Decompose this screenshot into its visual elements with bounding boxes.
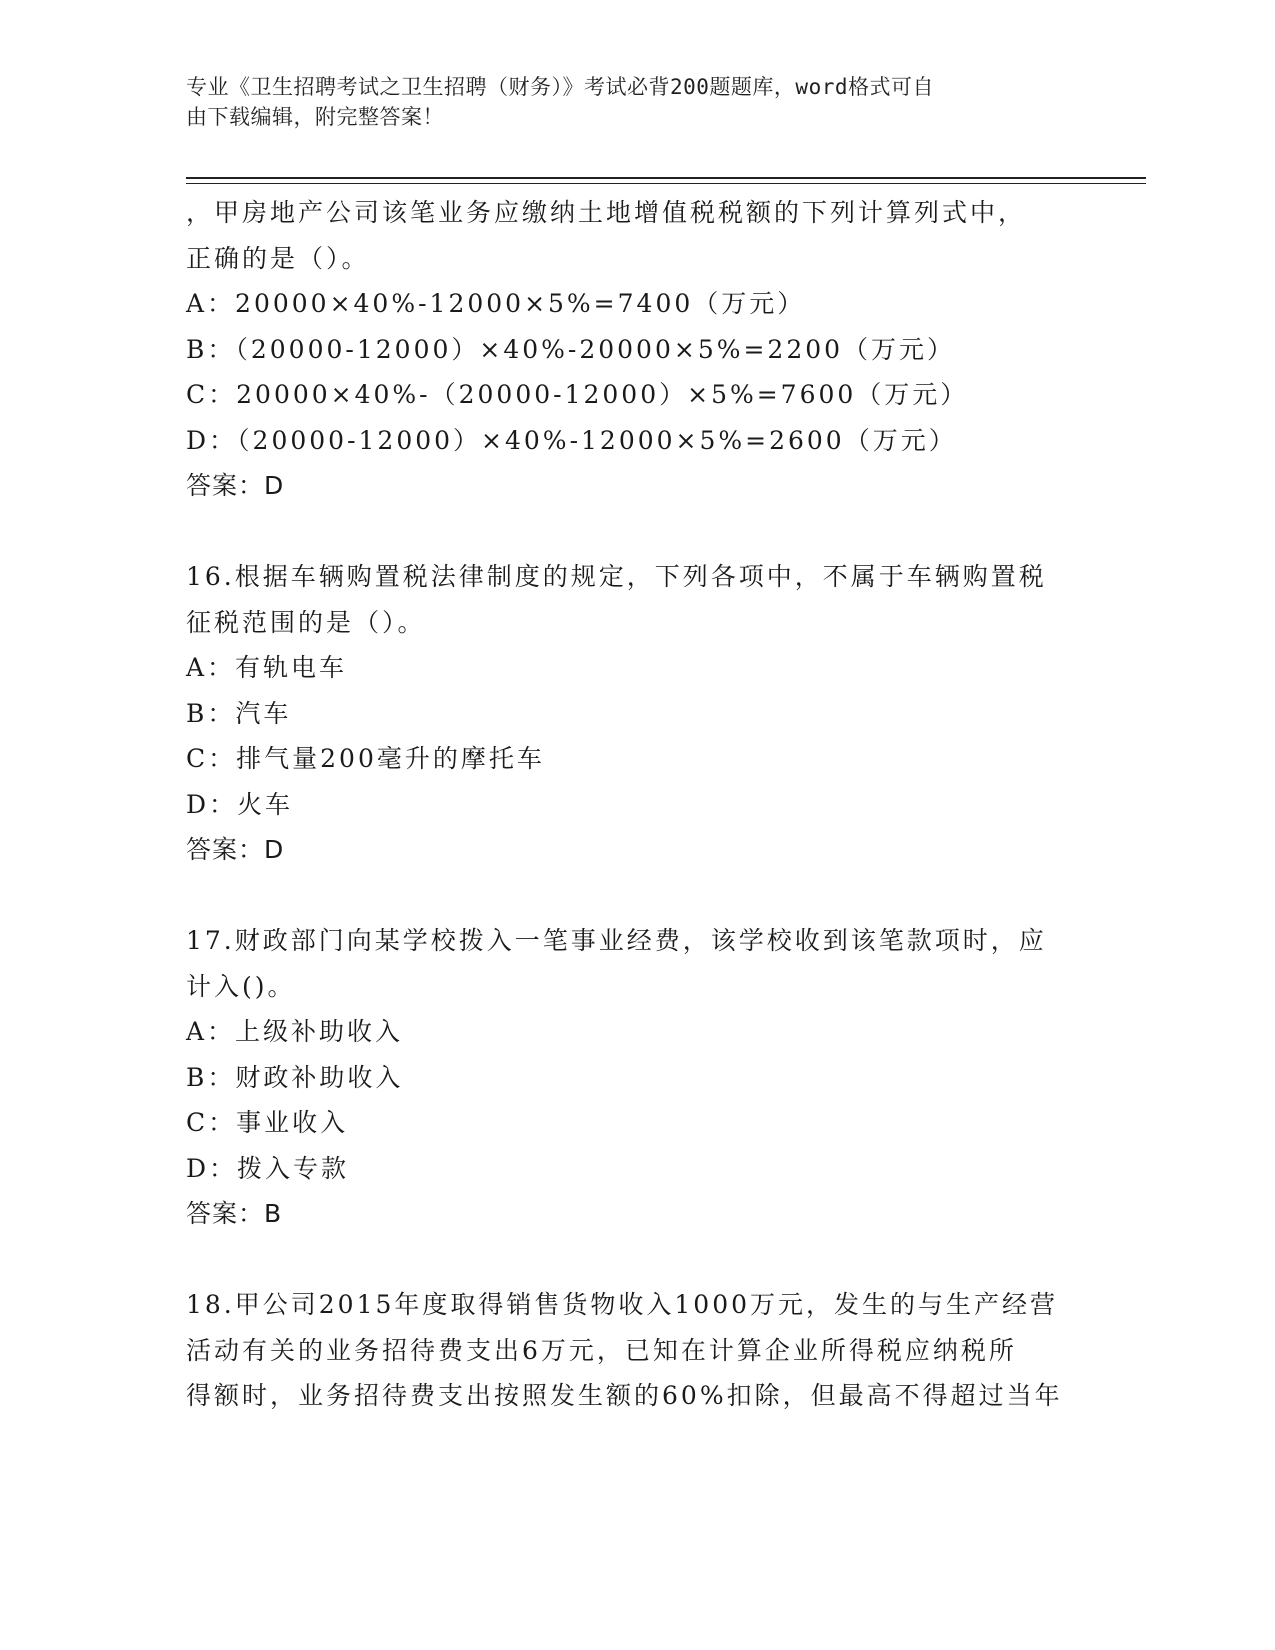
option-b: B：汽车 [186,698,292,728]
answer-line: 答案：D [186,835,285,864]
spacer [186,509,1086,555]
option-b: B：财政补助收入 [186,1062,404,1092]
spacer [186,1237,1086,1283]
question-stem: 活动有关的业务招待费支出6万元，已知在计算企业所得税应纳税所 [186,1335,1017,1365]
question-stem: ，甲房地产公司该笔业务应缴纳土地增值税税额的下列计算列式中， [186,198,1027,227]
question-stem: 17.财政部门向某学校拨入一笔事业经费，该学校收到该笔款项时，应 [186,926,1047,955]
document-header [186,72,1066,132]
option-a: A：20000×40%-12000×5%=7400（万元） [186,289,806,318]
option-c: C：20000×40%-（20000-12000）×5%=7600（万元） [186,380,969,409]
option-c: C：事业收入 [186,1108,349,1137]
question-17 [186,918,1086,1237]
question-16 [186,554,1086,873]
question-stem: 征税范围的是（）。 [186,607,426,637]
option-b: B：（20000-12000）×40%-20000×5%=2200（万元） [186,334,956,364]
question-15 [186,190,1086,509]
spacer [186,873,1086,919]
option-c: C：排气量200毫升的摩托车 [186,744,545,773]
answer-line: 答案：D [186,471,285,500]
header-divider [186,177,1146,179]
question-stem: 18.甲公司2015年度取得销售货物收入1000万元，发生的与生产经营 [186,1290,1059,1319]
question-stem: 16.根据车辆购置税法律制度的规定，下列各项中，不属于车辆购置税 [186,562,1047,591]
document-body [186,190,1086,1419]
header-title-line-2: 由下载编辑，附完整答案！ [186,105,444,129]
option-d: D：拨入专款 [186,1153,350,1183]
answer-line: 答案：B [186,1199,283,1228]
header-divider-thin [186,183,1146,184]
question-stem: 正确的是（）。 [186,243,370,273]
question-stem: 得额时，业务招待费支出按照发生额的60%扣除，但最高不得超过当年 [186,1381,1063,1410]
option-d: D：火车 [186,789,294,819]
option-a: A：上级补助收入 [186,1017,404,1046]
question-18 [186,1282,1086,1419]
option-d: D：（20000-12000）×40%-12000×5%=2600（万元） [186,425,957,455]
option-a: A：有轨电车 [186,653,348,682]
question-stem: 计入()。 [186,971,296,1001]
header-title-line-1: 专业《卫生招聘考试之卫生招聘（财务）》考试必背200题题库，word格式可自 [186,75,934,99]
